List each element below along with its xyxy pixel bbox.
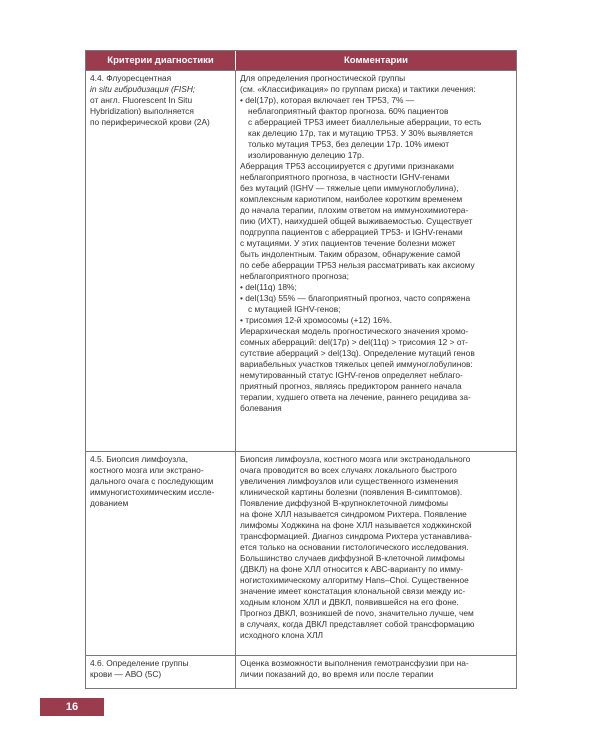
comment-line: • del(13q) 55% — благоприятный прогноз, часто сопряжена bbox=[240, 293, 471, 303]
comment-line: ходным клоном ХЛЛ и ДВКЛ, появившейся на его фоне. bbox=[240, 597, 459, 607]
table-row bbox=[86, 451, 516, 655]
comment-line: Появление диффузной В-крупноклеточной лимфомы bbox=[240, 498, 449, 508]
comment-line: немутированный статус IGHV-генов определяет неблаго- bbox=[240, 370, 463, 380]
comment-line: сомных аберраций: del(17p) > del(11q) > трисомия 12 > от- bbox=[240, 337, 468, 347]
comment-line: приятный прогноз, являясь предиктором раннего начала bbox=[240, 381, 462, 391]
header-comments: Комментарии bbox=[344, 55, 408, 66]
comment-line: неблагоприятного прогноза; bbox=[240, 271, 349, 281]
comment-line: Прогноз ДВКЛ, возникшей de novo, значительно лучше, чем bbox=[240, 608, 474, 618]
comment-line: Для определения прогностической группы bbox=[240, 73, 406, 83]
comment-line: вариабельных участков тяжелых цепей иммуноглобулинов: bbox=[240, 359, 473, 369]
comment-line: увеличения лимфоузлов или существенного изменения bbox=[240, 476, 459, 486]
header-criteria: Критерии диагностики bbox=[86, 51, 236, 70]
comment-line: сутствие аберраций > del(13q). Определение мутаций генов bbox=[240, 348, 475, 358]
comment-line: • del(17p), которая включает ген TP53, 7% — bbox=[240, 95, 415, 105]
table-header bbox=[86, 51, 516, 70]
comment-line: Большинство случаев диффузной В-клеточной лимфомы bbox=[240, 553, 465, 563]
comments-cell bbox=[236, 656, 516, 688]
comment-line: до начала терапии, плохим ответом на иммунохимиотера- bbox=[240, 205, 469, 215]
comment-line: ется только на основании гистологического исследования. bbox=[240, 542, 469, 552]
comment-line: комплексным кариотипом, наиболее коротким временем bbox=[240, 194, 463, 204]
comment-line: быть индолентным. Таким образом, обнаружение самой bbox=[240, 249, 461, 259]
criteria-line: дального очага с последующим bbox=[90, 476, 214, 486]
comment-line: изолированную делецию 17p. bbox=[248, 150, 365, 160]
comments-cell bbox=[236, 71, 516, 451]
comment-line: личии показаний до, во время или после терапии bbox=[240, 669, 434, 679]
criteria-line: по периферической крови (2А) bbox=[90, 117, 210, 127]
comment-line: • del(11q) 18%; bbox=[240, 282, 297, 292]
criteria-cell bbox=[86, 656, 236, 688]
comment-line: Оценка возможности выполнения гемотрансфузии при на- bbox=[240, 658, 469, 668]
comment-line: в случаях, когда ДВКЛ представляет собой трансформацию bbox=[240, 619, 475, 629]
comment-line: Иерархическая модель прогностического значения хромо- bbox=[240, 326, 469, 336]
comment-line: терапии, худшего ответа на лечение, раннего рецидива за- bbox=[240, 392, 471, 402]
criteria-line: in situ гибридизация (FISH; bbox=[90, 84, 196, 94]
comment-line: • трисомия 12-й хромосомы (+12) 16%. bbox=[240, 315, 392, 325]
criteria-line: 4.5. Биопсия лимфоузла, bbox=[90, 454, 188, 464]
criteria-line: иммуногистохимическим иссле- bbox=[90, 487, 215, 497]
comment-line: с мутацией IGHV-генов; bbox=[248, 304, 341, 314]
criteria-line: Hybridization) выполняется bbox=[90, 106, 194, 116]
comment-line: с аберрацией TP53 имеет биаллельные аберрации, то есть bbox=[248, 117, 482, 127]
comment-line: на фоне ХЛЛ называется синдромом Рихтера. Появление bbox=[240, 509, 467, 519]
comment-line: очага проводится во всех случаях локального быстрого bbox=[240, 465, 457, 475]
criteria-table bbox=[85, 50, 517, 689]
criteria-line: дованием bbox=[90, 498, 129, 508]
criteria-line: 4.6. Определение группы bbox=[90, 658, 189, 668]
comment-line: клинической картины болезни (появления В-симптомов). bbox=[240, 487, 463, 497]
comment-line: неблагоприятный фактор прогноза. 60% пациентов bbox=[248, 106, 449, 116]
table-row bbox=[86, 655, 516, 688]
page-number: 16 bbox=[40, 698, 104, 716]
criteria-line: костного мозга или экстрано- bbox=[90, 465, 204, 475]
comment-line: значение имеет констатация клональной связи между ис- bbox=[240, 586, 466, 596]
comment-line: исходного клона ХЛЛ bbox=[240, 630, 324, 640]
comment-line: Аберрация TP53 ассоциируется с другими признаками bbox=[240, 161, 454, 171]
comment-line: неблагоприятного прогноза, в частности IGHV-генами bbox=[240, 172, 450, 182]
comment-line: (см. «Классификация» по группам риска) и тактики лечения: bbox=[240, 84, 476, 94]
comment-line: подгруппа пациентов с аберрацией TP53- и IGHV-генами bbox=[240, 227, 463, 237]
comment-line: по себе аберрации TP53 нельзя рассматривать как аксиому bbox=[240, 260, 475, 270]
criteria-line: 4.4. Флуоресцентная bbox=[90, 73, 172, 83]
comment-line: болевания bbox=[240, 403, 282, 413]
comment-line: Биопсия лимфоузла, костного мозга или экстранодального bbox=[240, 454, 471, 464]
table-row bbox=[86, 70, 516, 451]
comment-line: ногистохимическому алгоритму Hans–Choi. Существенное bbox=[240, 575, 469, 585]
comment-line: трансформацией. Диагноз синдрома Рихтера устанавлива- bbox=[240, 531, 472, 541]
comment-line: только мутация TP53, без делеции 17p. 10% имеют bbox=[248, 139, 450, 149]
criteria-line: от англ. Fluorescent In Situ bbox=[90, 95, 193, 105]
criteria-cell bbox=[86, 452, 236, 655]
comment-line: без мутаций (IGHV — тяжелые цепи иммуноглобулина), bbox=[240, 183, 459, 193]
criteria-cell bbox=[86, 71, 236, 451]
criteria-line: крови — АВО (5С) bbox=[90, 669, 162, 679]
comment-line: (ДВКЛ) на фоне ХЛЛ относится к АВС-варианту по имму- bbox=[240, 564, 464, 574]
comment-line: как делецию 17p, так и мутацию TP53. У 30% выявляется bbox=[248, 128, 473, 138]
comment-line: с мутациями. У этих пациентов течение болезни может bbox=[240, 238, 456, 248]
comment-line: пию (ИХТ), наихудшей общей выживаемостью. Существует bbox=[240, 216, 473, 226]
comment-line: лимфомы Ходжкина на фоне ХЛЛ называется ходжкинской bbox=[240, 520, 472, 530]
comments-cell bbox=[236, 452, 516, 655]
